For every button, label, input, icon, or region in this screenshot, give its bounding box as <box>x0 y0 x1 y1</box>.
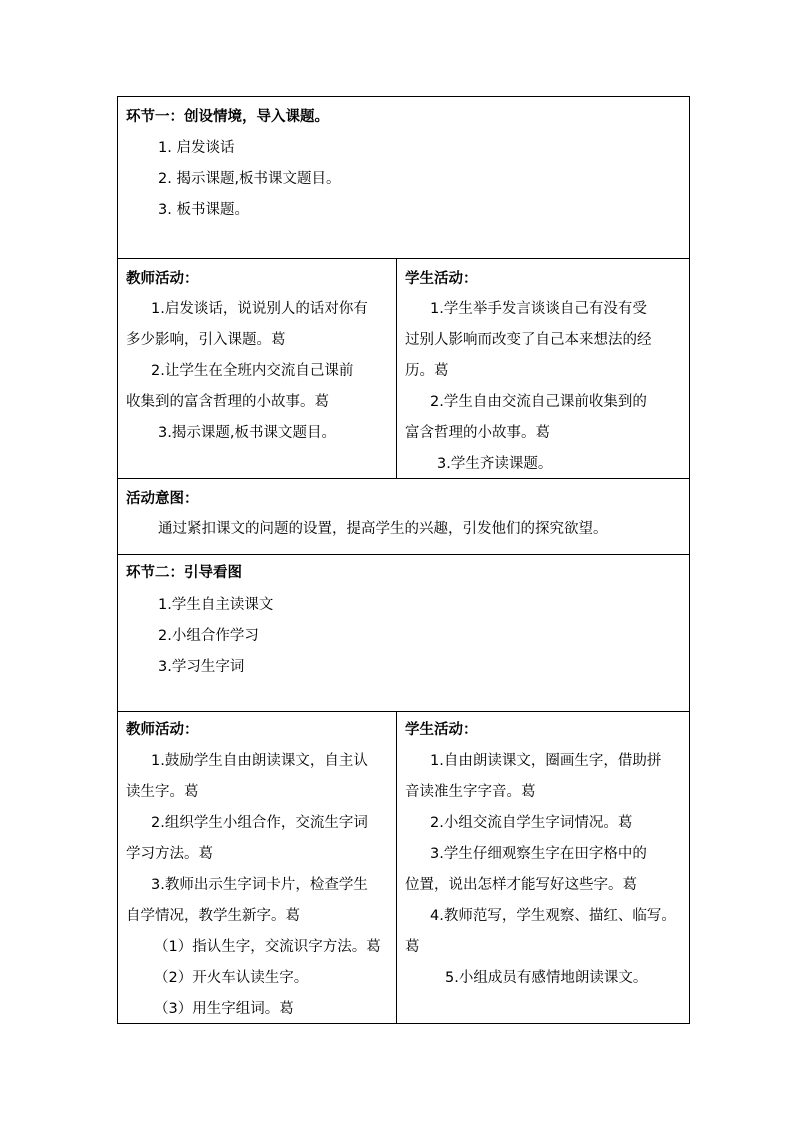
section2-item: 2.小组合作学习 <box>158 628 259 644</box>
student-activity-line: 位置，说出怎样才能写好这些字。葛 <box>405 877 637 893</box>
section1-teacher-cell <box>118 259 397 479</box>
teacher-activity-line: （1）指认生字，交流识字方法。葛 <box>154 939 381 955</box>
section1-cell <box>118 97 690 259</box>
teacher-activity-line: 2.组织学生小组合作，交流生字词 <box>151 815 368 831</box>
student-activity-line: 4.教师范写，学生观察、描红、临写。 <box>430 908 676 924</box>
student-activity-line: 葛 <box>405 939 420 955</box>
teacher-activity-line: 多少影响，引入课题。葛 <box>126 332 286 348</box>
section1-student-cell <box>397 259 690 479</box>
student-activity-line: 2.学生自由交流自己课前收集到的 <box>430 394 647 410</box>
intent-text: 通过紧扣课文的问题的设置，提高学生的兴趣，引发他们的探究欲望。 <box>158 521 608 537</box>
student-activity-line: 5.小组成员有感情地朗读课文。 <box>445 970 648 986</box>
teacher-activity-heading: 教师活动： <box>126 271 199 287</box>
student-activity-heading: 学生活动： <box>405 722 478 738</box>
section2-item: 1.学生自主读课文 <box>158 597 274 613</box>
student-activity-line: 历。葛 <box>405 363 449 379</box>
section1-title: 环节一：创设情境，导入课题。 <box>126 109 329 125</box>
student-activity-line: 3.学生齐读课题。 <box>437 456 553 472</box>
student-activity-line: 2.小组交流自学生字词情况。葛 <box>430 815 633 831</box>
section2-item: 3.学习生字词 <box>158 659 245 675</box>
teacher-activity-line: 读生字。葛 <box>126 784 199 800</box>
teacher-activity-line: 学习方法。葛 <box>126 846 213 862</box>
lesson-plan-table <box>117 96 690 1024</box>
section2-title: 环节二：引导看图 <box>126 565 242 581</box>
teacher-activity-line: 自学情况，教学生新字。葛 <box>126 908 300 924</box>
section1-item: 1. 启发谈话 <box>158 140 235 156</box>
section2-teacher-cell <box>118 712 397 1024</box>
teacher-activity-line: （2）开火车认读生字。 <box>154 970 309 986</box>
teacher-activity-line: 收集到的富含哲理的小故事。葛 <box>126 394 329 410</box>
teacher-activity-line: 3.教师出示生字词卡片，检查学生 <box>151 877 368 893</box>
student-activity-line: 音读准生字字音。葛 <box>405 784 536 800</box>
student-activity-line: 1.学生举手发言谈谈自己有没有受 <box>430 301 647 317</box>
teacher-activity-heading: 教师活动： <box>126 722 199 738</box>
section2-cell <box>118 555 690 712</box>
intent-heading: 活动意图： <box>126 491 199 507</box>
teacher-activity-line: 1.鼓励学生自由朗读课文，自主认 <box>151 753 368 769</box>
student-activity-line: 1.自由朗读课文，圈画生字，借助拼 <box>430 753 662 769</box>
teacher-activity-line: 2.让学生在全班内交流自己课前 <box>151 363 354 379</box>
student-activity-heading: 学生活动： <box>405 271 478 287</box>
section1-item: 3. 板书课题。 <box>158 202 249 218</box>
intent-cell <box>118 479 690 555</box>
teacher-activity-line: （3）用生字组词。葛 <box>154 1001 294 1017</box>
section2-student-cell <box>397 712 690 1024</box>
teacher-activity-line: 1.启发谈话，说说别人的话对你有 <box>151 301 368 317</box>
student-activity-line: 过别人影响而改变了自己本来想法的经 <box>405 332 652 348</box>
student-activity-line: 富含哲理的小故事。葛 <box>405 425 550 441</box>
section1-item: 2. 揭示课题,板书课文题目。 <box>158 171 341 187</box>
student-activity-line: 3.学生仔细观察生字在田字格中的 <box>430 846 647 862</box>
teacher-activity-line: 3.揭示课题,板书课文题目。 <box>158 425 336 441</box>
